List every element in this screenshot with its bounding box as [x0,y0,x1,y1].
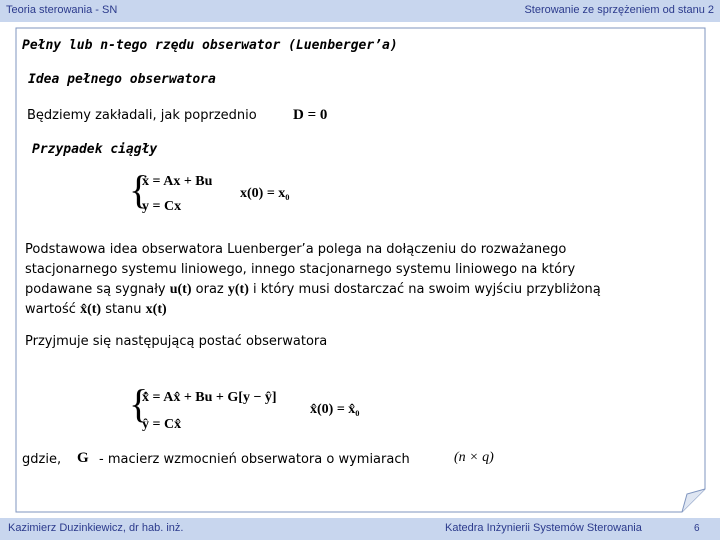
observer-intro-text: Przyjmuje się następującą postać obserwatora [25,334,328,349]
footer-bar [0,518,720,540]
state-equation: ẋ = Ax + Bu [142,174,213,189]
assumption-text: Będziemy zakładali, jak poprzednio [27,108,257,123]
paragraph-text: podawane są sygnały [25,282,166,297]
header-course-title: Teoria sterowania - SN [6,4,118,16]
observer-initial-condition: x̂(0) = x̂₀ [310,402,360,417]
page-number: 6 [694,523,700,534]
section-heading-full-observer: Idea pełnego obserwatora [28,72,216,87]
paragraph-line: Podstawowa idea obserwatora Luenberger’a polega na dołączeniu do rozważanego [25,242,567,257]
output-equation: y = Cx [142,199,182,214]
initial-condition: x(0) = x₀ [240,186,290,201]
gain-matrix-dimensions: (n × q) [454,450,494,465]
state-estimate-symbol: x̂(t) [80,302,102,317]
gdzie-text: gdzie, [22,452,62,467]
paragraph-text: stanu [105,302,142,317]
footer-author: Kazimierz Duzinkiewicz, dr hab. inż. [8,522,184,534]
gain-matrix-description: - macierz wzmocnień obserwatora o wymiarach [99,452,410,467]
system-brace: { [129,167,149,212]
output-signal-symbol: y(t) [227,282,249,297]
paragraph-text: oraz [195,282,224,297]
paragraph-line [25,280,691,300]
section-heading-continuous: Przypadek ciągły [32,142,158,157]
observer-output-equation: ŷ = Cx̂ [142,417,182,432]
paragraph-text: wartość [25,302,76,317]
slide-title: Pełny lub n-tego rzędu obserwator (Luenberger’a) [22,38,398,53]
gain-matrix-symbol: G [77,450,89,466]
observer-brace: { [129,381,149,426]
observer-idea-paragraph [25,240,691,320]
input-signal-symbol: u(t) [169,282,192,297]
assumption-equation: D = 0 [293,107,328,123]
observer-state-equation: x̂̇ = Ax̂ + Bu + G[y − ŷ] [142,390,277,405]
state-symbol: x(t) [145,302,167,317]
paragraph-line [25,300,691,320]
paragraph-text: i który musi dostarczać na swoim wyjściu przybliżoną [253,282,601,297]
paragraph-line: stacjonarnego systemu liniowego, innego stacjonarnego systemu liniowego na który [25,262,576,277]
header-lecture-title: Sterowanie ze sprzężeniem od stanu 2 [524,4,714,16]
header-bar [0,0,720,22]
footer-department: Katedra Inżynierii Systemów Sterowania [445,522,642,534]
